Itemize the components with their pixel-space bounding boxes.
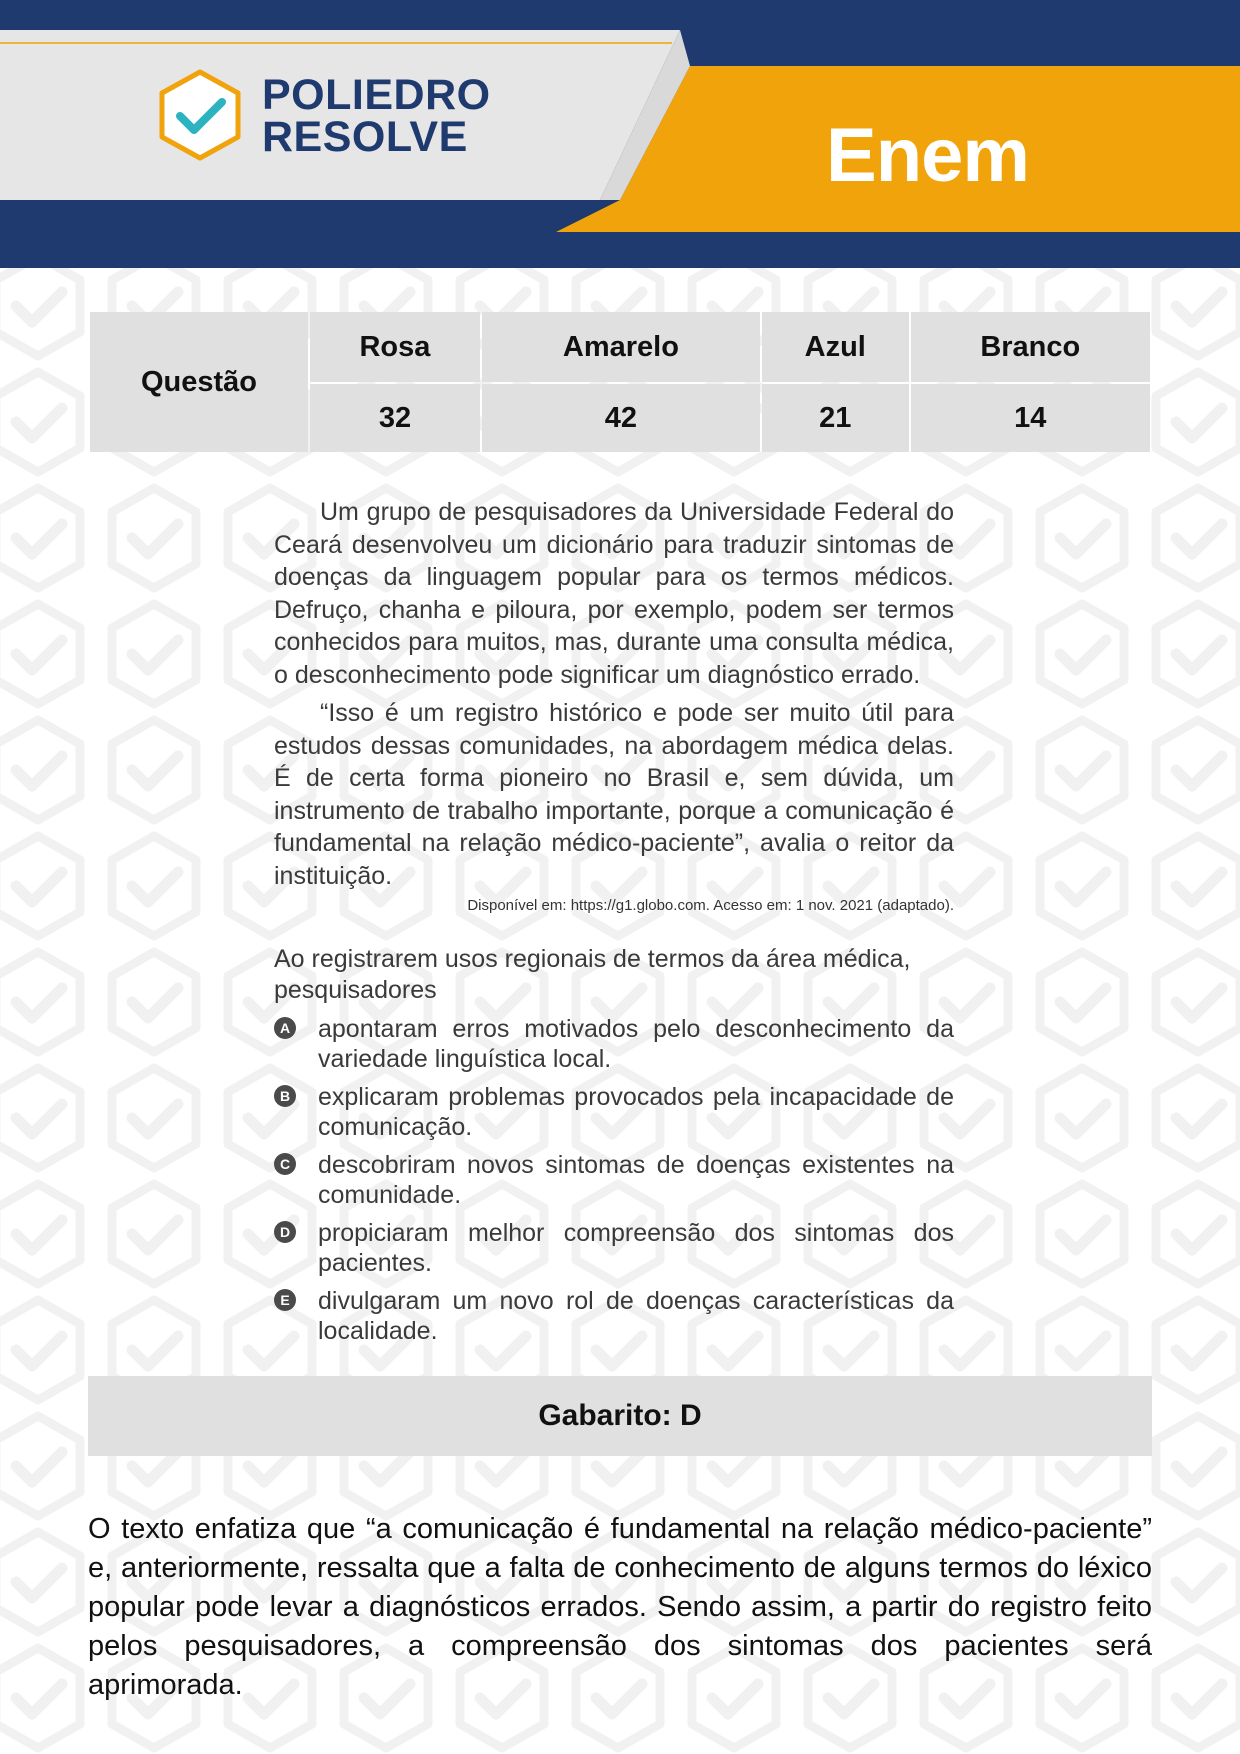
alternative-b: [274, 1082, 954, 1142]
question-number-table: [88, 310, 1152, 454]
color-branco: Branco: [911, 312, 1150, 382]
question-label: Questão: [90, 312, 308, 452]
answer-key-label: Gabarito: D: [538, 1399, 702, 1432]
brand-name: [262, 71, 491, 161]
alternative-letter-c: C: [274, 1153, 296, 1175]
page-header: [0, 0, 1240, 268]
passage-source: Disponível em: https://g1.globo.com. Acesso em: 1 nov. 2021 (adaptado).: [467, 897, 954, 914]
check-hexagon-icon: [158, 68, 242, 162]
number-azul: 21: [762, 384, 909, 452]
passage-paragraph-1: Um grupo de pesquisadores da Universidade Federal do Ceará desenvolveu um dicionário para traduzir sintomas de doenças da linguagem popular para os termos médicos. Defruço, chanha e piloura, por exemplo, podem ser termos conhecidos para muitos, mas, durante uma consulta médica, o desconhecimento pode significar um diagnóstico errado.: [274, 498, 954, 689]
alternative-text-c: descobriram novos sintomas de doenças existentes na comunidade.: [318, 1151, 954, 1209]
table-row-colors: [90, 312, 1150, 382]
color-rosa: Rosa: [310, 312, 480, 382]
question-stem: Ao registrarem usos regionais de termos da área médica, pesquisadores: [274, 945, 911, 1004]
alternative-letter-e: E: [274, 1289, 296, 1311]
alternative-letter-a: A: [274, 1017, 296, 1039]
number-branco: 14: [911, 384, 1150, 452]
alternative-text-b: explicaram problemas provocados pela incapacidade de comunicação.: [318, 1083, 954, 1141]
alternative-text-e: divulgaram um novo rol de doenças características da localidade.: [318, 1287, 954, 1345]
alternatives-list: [274, 1014, 954, 1346]
alternative-d: [274, 1218, 954, 1278]
alternative-e: [274, 1286, 954, 1346]
brand-line-2: RESOLVE: [262, 113, 468, 161]
alternative-c: [274, 1150, 954, 1210]
brand-line-1: POLIEDRO: [262, 71, 491, 119]
alternative-text-a: apontaram erros motivados pelo desconhecimento da variedade linguística local.: [318, 1015, 954, 1073]
alternative-letter-b: B: [274, 1085, 296, 1107]
passage-paragraph-2: “Isso é um registro histórico e pode ser muito útil para estudos dessas comunidades, na abordagem médica delas. É de certa forma pioneiro no Brasil e, sem dúvida, um instrumento de trabalho importante, porque a comunicação é fundamental na relação médico-paciente”, avalia o reitor da instituição.: [274, 699, 954, 890]
color-azul: Azul: [762, 312, 909, 382]
number-amarelo: 42: [482, 384, 760, 452]
number-rosa: 32: [310, 384, 480, 452]
alternative-text-d: propiciaram melhor compreensão dos sintomas dos pacientes.: [318, 1219, 954, 1277]
alternative-a: [274, 1014, 954, 1074]
question-body: [274, 496, 954, 1354]
alternative-letter-d: D: [274, 1221, 296, 1243]
exam-title: Enem: [826, 113, 1029, 198]
answer-key-bar: [88, 1376, 1152, 1456]
color-amarelo: Amarelo: [482, 312, 760, 382]
answer-explanation: O texto enfatiza que “a comunicação é fundamental na relação médico-paciente” e, anteriormente, ressalta que a falta de conhecimento de alguns termos do léxico popular pode levar a diagnósticos errados. Sendo assim, a partir do registro feito pelos pesquisadores, a compreensão dos sintomas dos pacientes será aprimorada.: [88, 1513, 1152, 1701]
